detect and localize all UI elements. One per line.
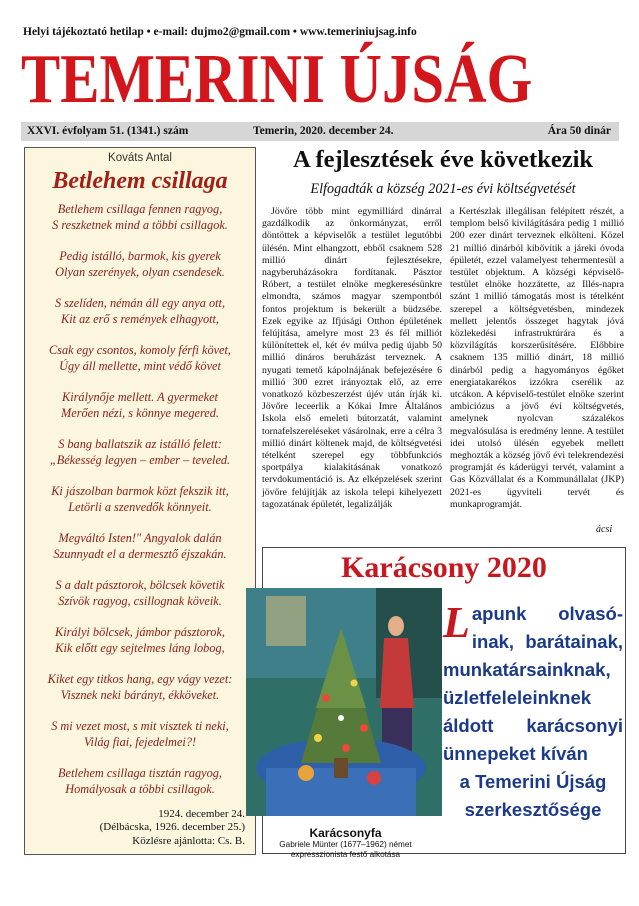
poem-stanza (25, 766, 255, 797)
christmas-title: Karácsony 2020 (341, 551, 547, 584)
poem-line: Letörli a szenvedők könnyeit. (68, 499, 212, 514)
poem-stanza (25, 296, 255, 327)
article-column-2 (450, 206, 624, 511)
poem-line: Királynője mellett. A gyermeket (62, 390, 218, 404)
poem-line: S bang ballatszik az istálló felett: (58, 437, 222, 451)
issue-number: XXVI. évfolyam 51. (1341.) szám (27, 125, 189, 137)
article-headline: A fejlesztések éve következik (292, 146, 594, 173)
poem-stanza (25, 578, 255, 609)
painting-caption (263, 826, 428, 859)
tagline: Helyi tájékoztató hetilap • e-mail: dujmo2@gmail.com • www.temeriniujsag.info (23, 26, 417, 38)
issue-date: Temerin, 2020. december 24. (253, 125, 394, 137)
poem-line: S a dalt pásztorok, bölcsek követik (55, 578, 225, 592)
caption-subtitle: Gabriele Münter (1677–1962) német expresszionista festő alkotása (279, 840, 412, 859)
poem-stanzas (25, 202, 255, 797)
poem-line: Kik előtt egy sejtelmes láng lobog, (55, 640, 225, 655)
poem-line: Kiket egy titkos hang, egy vágy vezet: (47, 672, 233, 686)
article-paragraph: Jövőre több mint egymilliárd dinárral gazdálkodik az önkormányzat, erről döntöttek a képviselők a testület legutóbbi ülésén. Mint elhangzott, ebből csaknem 528 millió dinárt fejlesztésekre, nagyberuházásokra fordítanak. Pásztor Róbert, a testület elnöke megkeresésünkre elmondta, számos magyar szempontból fontos projektum is bekerült a büdzsébe. Ezek egyike az Ifjúsági Otthon épületének felújítása, amelyre most 23 és fél milliót különítettek el, két év múlva pedig újabb 50 millió dináros beruházást terveznek. A nyugati temető kápolnájának befejezésére 6 millió 300 ezret irányoztak elő, az erre vonatkozó közbeszerzést újév után írják ki. Jövőre leceerlik a Kókai Imre Általános Iskola első emeleti bútorzatát, valamint tornafelszereléseket vásárolnak, erre a célra 3 millió dinárt költenek majd, de költségvetési tételként szerepel egy többfunkciós sportpálya kialakításának vonatkozó tervdokumentáció is. Az elképzelések szerint jövőre felújítják az iskola telepi kihelyezett tagozatának épületét, legalizálják (262, 206, 442, 510)
poem-author: Kováts Antal (108, 152, 172, 164)
poem-line: „Békesség legyen – ember – teveled. (49, 452, 231, 467)
poem-line: S mi vezet most, s mit visztek ti neki, (51, 719, 229, 733)
christmas-tree-painting (246, 588, 442, 816)
poem-stanza (25, 390, 255, 421)
poem-stanza (25, 249, 255, 280)
masthead-title: TEMERINI ÚJSÁG (21, 41, 533, 118)
poem-line: Merően nézi, s könnye megered. (61, 405, 219, 420)
holiday-greeting (443, 600, 623, 824)
poem-stanza (25, 625, 255, 656)
poem-stanza (25, 531, 255, 562)
poem-line: Szunnyadt el a dermesztő éjszakán. (53, 546, 227, 561)
poem-line: Ki jászolban barmok közt fekszik itt, (51, 484, 229, 498)
poem-stanza (25, 672, 255, 703)
poem-title: Betlehem csillaga (52, 168, 228, 194)
greeting-drop-cap: L (443, 598, 470, 647)
poem-line: Úgy áll mellette, mint védő követ (59, 358, 221, 373)
poem-line: Homályosak a többi csillagok. (65, 781, 215, 796)
article-column-1 (262, 206, 442, 511)
poem-stanza (25, 202, 255, 233)
greeting-line-1: apunk olvasó- (471, 603, 623, 624)
poem-line: S szelíden, némán áll egy anya ott, (54, 296, 226, 310)
poem-line: Világ fiai, fejedelmei?! (83, 734, 197, 749)
poem-credit: Közlésre ajánlotta: Cs. B. (132, 834, 245, 847)
poem-stanza (25, 719, 255, 750)
poem-line: Visznek neki bárányt, ékköveket. (60, 687, 220, 702)
poem-line: Kit az erő s remények elhagyott, (61, 311, 219, 326)
poem-stanza (25, 343, 255, 374)
greeting-body: inak, barátainak, munkatársainknak, üzletfeleleinknek áldott karácsonyi ünnepeket kíván (443, 631, 623, 764)
christmas-box (262, 547, 626, 859)
poem-line: S reszketnek mind a többi csillagok. (52, 217, 228, 232)
article-subhead: Elfogadták a község 2021-es évi költségvetését (310, 181, 576, 197)
poem-line: Csak egy csontos, komoly férfi követ, (48, 343, 231, 357)
poem-line: Betlehem csillaga tisztán ragyog, (58, 766, 222, 780)
poem-stanza (25, 484, 255, 515)
poem-box (24, 147, 256, 855)
poem-line: Királyi bölcsek, jámbor pásztorok, (55, 625, 225, 639)
article-signature: ácsi (596, 524, 613, 535)
poem-line: Betlehem csillaga fennen ragyog, (57, 202, 223, 216)
poem-source: (Délbácska, 1926. december 25.) (99, 821, 245, 833)
poem-line: Pedig istálló, barmok, kis gyerek (59, 249, 221, 263)
poem-date: 1924. december 24. (158, 807, 245, 820)
poem-line: Olyan szerények, olyan csendesek. (55, 264, 225, 279)
poem-footer (100, 808, 245, 849)
poem-line: Szívök ragyog, csillognak köveik. (58, 593, 222, 608)
issue-price: Ára 50 dinár (547, 125, 611, 137)
poem-stanza (25, 437, 255, 468)
article-paragraph: a Kertészlak illegálisan felépített részét, a templom belső kivilágítására pedig 1 millió 200 ezer dinárt terveznek elkölteni. Közel 21 millió dinárból kibővítik a járeki óvoda épületét, ezzel valamelyest tehermentesül a testület objektum. A községi képviselő-testület elnöke hozzátette, az Illés-napra szánt 1 millió támogatás most is tételként szerepel a költségvetésben, mindezek mellett jelentős összeget hagytak jóvá közlekedési infrastruktúrára és a közvilágítás korszerűsítésére. Előbbire csaknem 135 millió dinárt, 18 millió dinárból pedig a hagyományos égőket energiatakarékos izzókra cserélik az utcákon. A képviselő-testület elnöke szerint ambiciózus a jövő évi költségvetés, amelynek nyolcvan százalékos megvalósulása is eredmény lenne. A testület idei utolsó ülésén egyebek mellett meghozták a község jövő évi telekrendezési programját és káderügyi tervét, valamint a Gas Közvállalat és a Kommunállalat (JKP) 2021-es ügyviteli tervét és munkaprogramját. (450, 206, 624, 510)
issue-info-bar (21, 122, 619, 141)
caption-title: Karácsonyfa (309, 826, 382, 840)
poem-line: Megváltó Isten!" Angyalok dalán (58, 531, 222, 545)
greeting-signature: a Temerini Újság szerkesztősége (459, 771, 607, 820)
